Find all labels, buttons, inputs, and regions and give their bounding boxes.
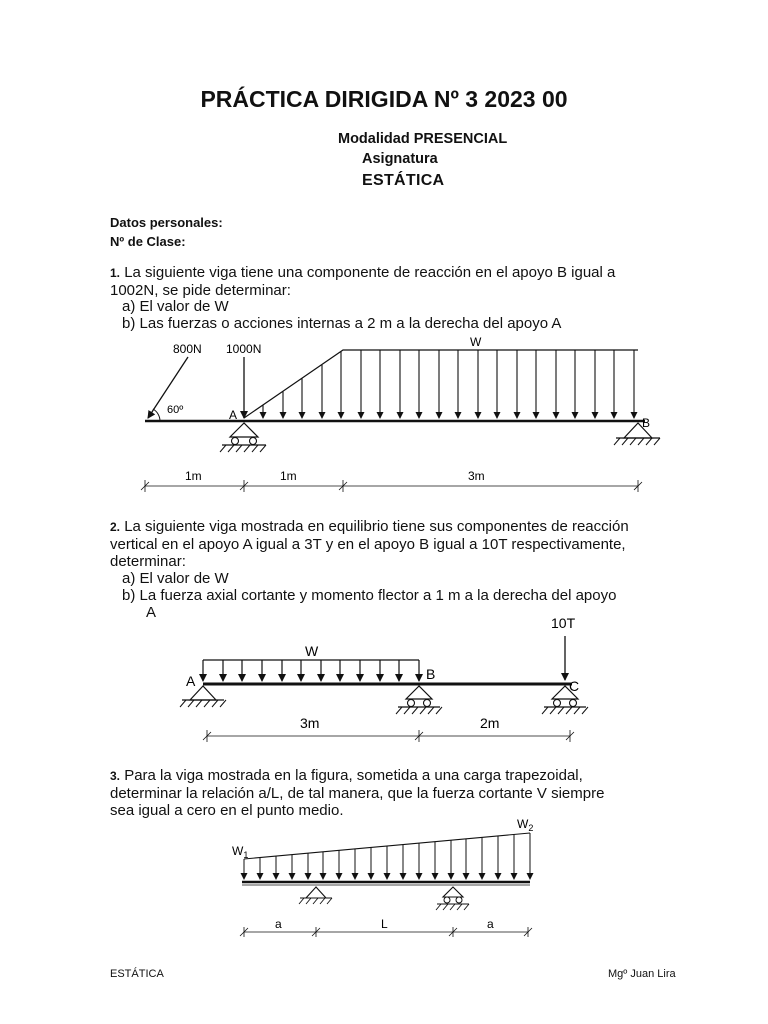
subject-name: ESTÁTICA — [362, 172, 445, 189]
fig2-dimension-line — [203, 730, 574, 742]
problem-2-line3: determinar: — [110, 553, 186, 570]
fig1-dim-3: 3m — [468, 469, 485, 483]
fig2-support-c — [542, 686, 588, 714]
fig1-800n-label: 800N — [173, 342, 202, 356]
fig1-label-b: B — [642, 416, 651, 430]
class-number-label: Nº de Clase: — [110, 234, 186, 249]
problem-3-line3: sea igual a cero en el punto medio. — [110, 802, 344, 819]
fig2-10t-label: 10T — [551, 615, 576, 631]
figure-1-beam-diagram — [141, 335, 660, 492]
fig2-dim-1: 3m — [300, 715, 320, 731]
fig1-label-a: A — [229, 408, 238, 422]
problem-2-line1: La siguiente viga mostrada en equilibrio tiene sus componentes de reacción — [124, 518, 629, 535]
subject-label: Asignatura — [362, 151, 438, 167]
fig1-support-b — [614, 423, 660, 445]
figure-2-beam-diagram — [180, 615, 588, 742]
figure-3-beam-diagram — [232, 817, 533, 937]
fig1-w-label: W — [470, 335, 482, 349]
fig1-load-outline — [244, 350, 638, 418]
fig2-dim-2: 2m — [480, 715, 500, 731]
fig1-1000n-label: 1000N — [226, 342, 262, 356]
fig2-load-arrows — [203, 660, 419, 681]
fig1-load-arrows — [263, 350, 634, 418]
fig3-support-right — [436, 887, 469, 910]
fig1-angle-arc — [153, 409, 160, 421]
fig3-w1-label: $W_1$ — [232, 844, 249, 860]
problem-1-line1: La siguiente viga tiene una componente de reacción en el apoyo B igual a — [124, 264, 616, 281]
modality-label: Modalidad PRESENCIAL — [338, 131, 508, 147]
fig1-support-a — [220, 423, 266, 452]
fig1-dim-2: 1m — [280, 469, 297, 483]
fig2-support-a — [180, 686, 226, 707]
fig2-label-a: A — [186, 673, 196, 689]
fig1-angle-label: 60º — [167, 404, 184, 416]
footer-author: Mgº Juan Lira — [608, 968, 676, 980]
problem-1-line2: 1002N, se pide determinar: — [110, 282, 291, 299]
fig3-dim-a2: a — [487, 917, 494, 931]
problem-2-item-b: b) La fuerza axial cortante y momento flector a 1 m a la derecha del apoyo — [122, 587, 617, 604]
problem-3-number: 3. — [110, 769, 121, 783]
fig2-label-b: B — [426, 666, 436, 682]
fig3-load-arrows — [244, 833, 530, 879]
problem-2-line2: vertical en el apoyo A igual a 3T y en el apoyo B igual a 10T respectivamente, — [110, 536, 626, 553]
fig3-dim-a1: a — [275, 917, 282, 931]
fig3-dim-l: L — [381, 917, 388, 931]
fig2-label-c: C — [569, 678, 580, 694]
problem-2-number: 2. — [110, 520, 121, 534]
problem-1-number: 1. — [110, 266, 121, 280]
problem-2-item-a: a) El valor de W — [122, 570, 229, 587]
fig2-support-b — [396, 686, 442, 714]
problem-3-line1: Para la viga mostrada en la figura, sometida a una carga trapezoidal, — [124, 767, 583, 784]
footer-course: ESTÁTICA — [110, 968, 164, 980]
problem-1-item-a: a) El valor de W — [122, 298, 229, 315]
fig3-support-left — [299, 887, 332, 904]
problem-3-line2: determinar la relación a/L, de tal manera, que la fuerza cortante V siempre — [110, 785, 605, 802]
page-title: PRÁCTICA DIRIGIDA Nº 3 2023 00 — [200, 86, 568, 112]
personal-data-label: Datos personales: — [110, 215, 223, 230]
fig2-w-label: W — [305, 643, 319, 659]
problem-2-item-b-cont: A — [146, 604, 157, 621]
problem-1-item-b: b) Las fuerzas o acciones internas a 2 m a la derecha del apoyo A — [122, 315, 562, 332]
fig3-w2-label: $W_2$ — [517, 817, 534, 833]
fig1-dimension-line — [141, 480, 642, 492]
fig1-dim-1: 1m — [185, 469, 202, 483]
